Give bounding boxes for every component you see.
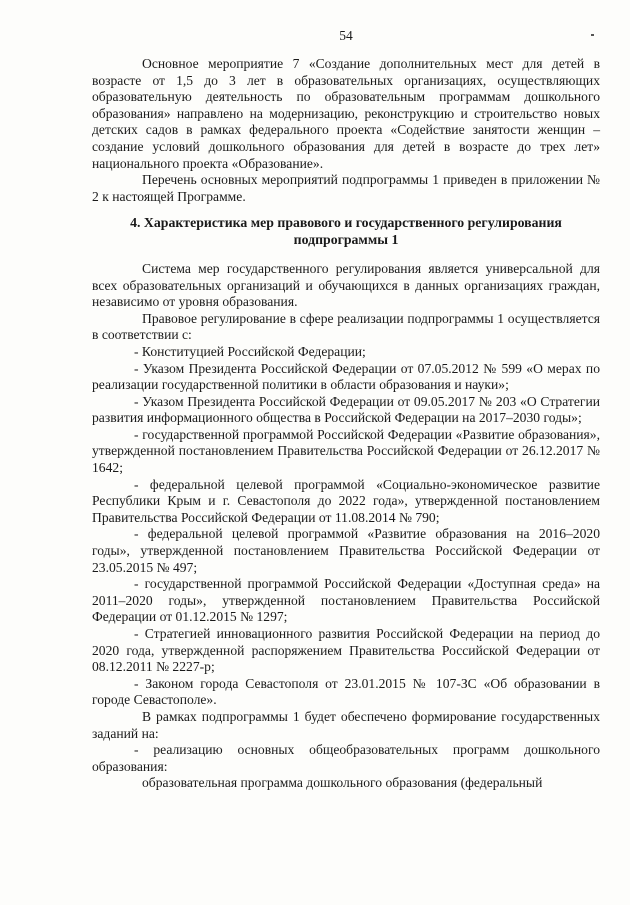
page-number: 54 [339,28,353,43]
paragraph-main-event-7: Основное мероприятие 7 «Создание дополнительных мест для детей в возрасте от 1,5 до 3 лет в образовательных организациях, осуществляющих образовательную деятельность по образовательным программам дошкольного образования» направлено на модернизацию, реконструкцию и строительство новых детских садов в рамках федерального проекта «Содействие занятости женщин – создание условий дошкольного образования для детей в возрасте до трех лет» национального проекта «Образование». [92,56,600,171]
list-item: - государственной программой Российской Федерации «Развитие образования», утвержденной постановлением Правительства Российской Федерации от 26.12.2017 № 1642; [92,426,600,476]
paragraph-program-continued: образовательная программа дошкольного образования (федеральный [142,775,543,791]
section-heading: 4. Характеристика мер правового и государственного регулирования подпрограммы 1 [130,215,562,248]
list-item: - Указом Президента Российской Федерации от 07.05.2012 № 599 «О мерах по реализации государственной политики в области образования и науки»; [92,360,600,393]
list-item: - Законом города Севастополя от 23.01.2015 № 107-ЗС «Об образовании в городе Севастополе». [92,675,600,708]
list-item: - федеральной целевой программой «Развитие образования на 2016–2020 годы», утвержденной постановлением Правительства Российской Федерации от 23.05.2015 № 497; [92,526,600,575]
list-item: - государственной программой Российской Федерации «Доступная среда» на 2011–2020 годы», утвержденной постановлением Правительства Российской Федерации от 01.12.2015 № 1297; [92,576,600,625]
list-item: - Стратегией инновационного развития Российской Федерации на период до 2020 года, утвержденной распоряжением Правительства Российской Федерации от 08.12.2011 № 2227-р; [92,626,600,675]
paragraph-legal-regulation-intro: Правовое регулирование в сфере реализации подпрограммы 1 осуществляется в соответствии с: [92,310,600,343]
paragraph-regulation-system: Система мер государственного регулирования является универсальной для всех образовательных организаций и обучающихся в данных организациях граждан, независимо от уровня образования. [92,260,600,310]
legal-acts-list [92,344,600,709]
list-item: - Указом Президента Российской Федерации от 09.05.2017 № 203 «О Стратегии развития информационного общества в Российской Федерации на 2017–2030 годы»; [92,393,600,426]
paragraph-state-tasks: В рамках подпрограммы 1 будет обеспечено формирование государственных заданий на: [92,708,600,741]
list-item: - реализацию основных общеобразовательных программ дошкольного образования: [92,742,600,774]
list-item: - Конституцией Российской Федерации; [134,343,366,359]
paragraph-events-list-reference: Перечень основных мероприятий подпрограммы 1 приведен в приложении № 2 к настоящей Программе. [92,172,600,204]
document-page [92,28,600,792]
list-item: - федеральной целевой программой «Социально-экономическое развитие Республики Крым и г. Севастополя до 2022 года», утвержденной постановлением Правительства Российской Федерации от 11.08.2014 № 790; [92,476,600,525]
